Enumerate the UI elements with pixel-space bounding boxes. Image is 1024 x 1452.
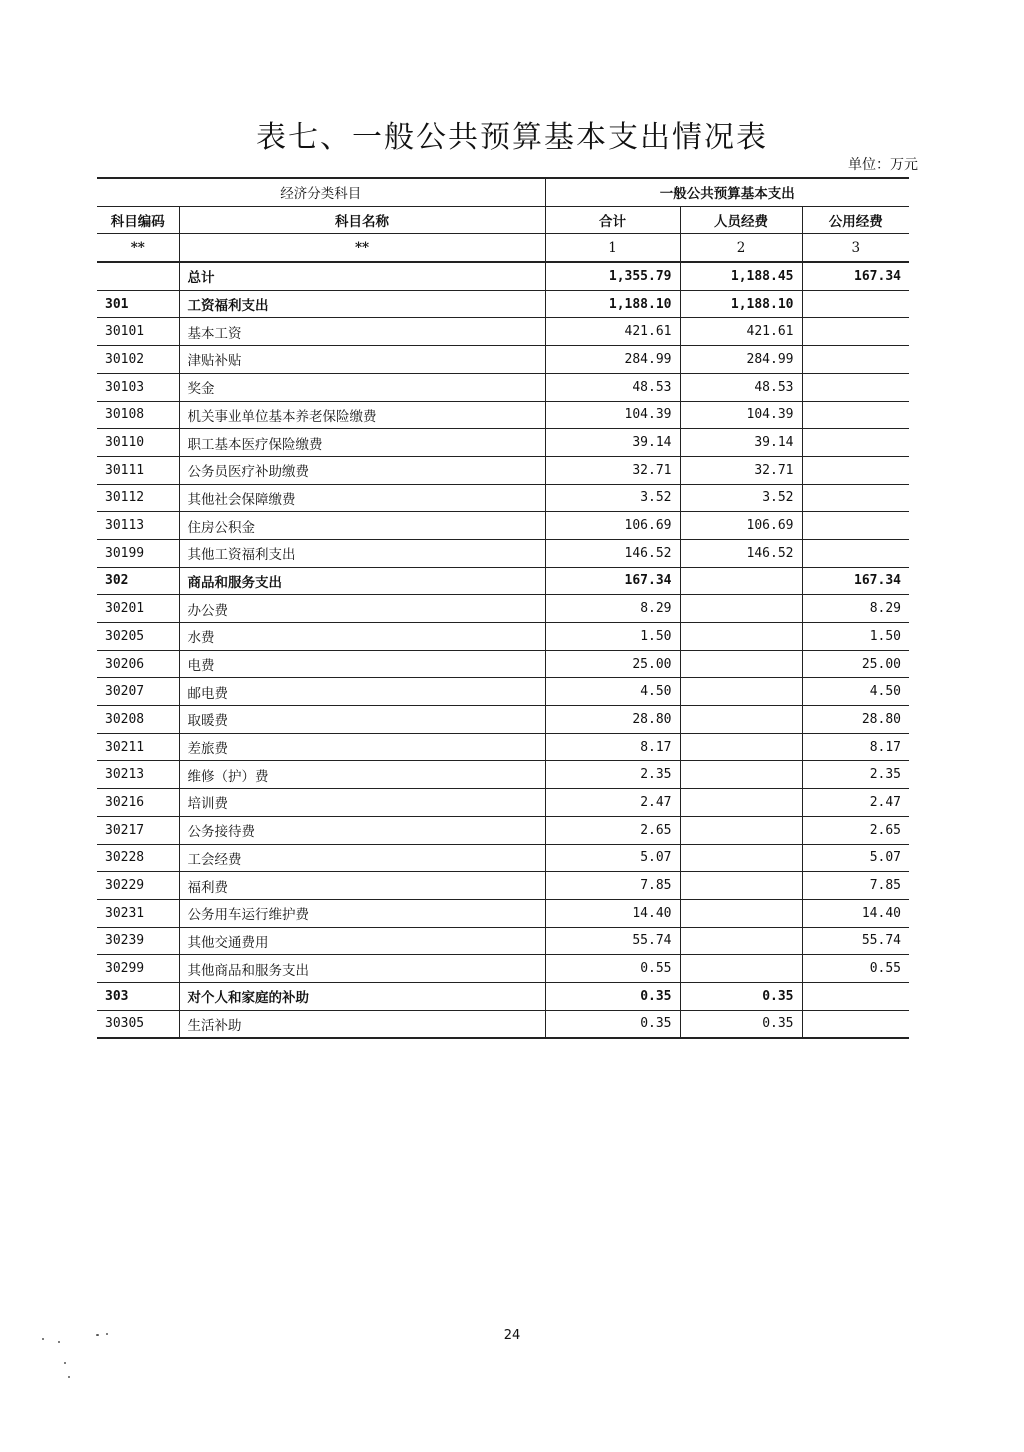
row-personnel [680, 623, 802, 651]
row-total: 48.53 [545, 373, 680, 401]
row-public: 167.34 [802, 567, 909, 595]
row-total: 14.40 [545, 899, 680, 927]
row-personnel: 146.52 [680, 539, 802, 567]
row-public [802, 318, 909, 346]
table-row [97, 1010, 909, 1038]
row-public: 7.85 [802, 872, 909, 900]
row-code: 30199 [97, 539, 179, 567]
row-total: 1,355.79 [545, 262, 680, 290]
table-row [97, 429, 909, 457]
row-code: 303 [97, 982, 179, 1010]
row-code: 30108 [97, 401, 179, 429]
budget-table [97, 177, 909, 1039]
row-name: 电费 [179, 650, 545, 678]
row-personnel: 0.35 [680, 982, 802, 1010]
row-personnel: 32.71 [680, 456, 802, 484]
row-code: 30102 [97, 346, 179, 374]
row-personnel [680, 816, 802, 844]
row-public [802, 429, 909, 457]
row-public: 28.80 [802, 706, 909, 734]
table-row [97, 789, 909, 817]
row-total: 167.34 [545, 567, 680, 595]
row-total: 5.07 [545, 844, 680, 872]
row-personnel [680, 733, 802, 761]
row-total: 28.80 [545, 706, 680, 734]
row-personnel [680, 955, 802, 983]
row-code: 30211 [97, 733, 179, 761]
row-name: 水费 [179, 623, 545, 651]
table-row [97, 484, 909, 512]
row-total: 4.50 [545, 678, 680, 706]
page-number: 24 [503, 1328, 521, 1343]
row-personnel: 421.61 [680, 318, 802, 346]
row-personnel [680, 872, 802, 900]
row-public [802, 512, 909, 540]
row-name: 工会经费 [179, 844, 545, 872]
row-total: 55.74 [545, 927, 680, 955]
row-name: 基本工资 [179, 318, 545, 346]
row-personnel: 104.39 [680, 401, 802, 429]
scan-speck [68, 1376, 70, 1378]
index-code: ** [97, 234, 179, 262]
row-personnel [680, 678, 802, 706]
table-row [97, 290, 909, 318]
row-personnel: 0.35 [680, 1010, 802, 1038]
row-code: 30101 [97, 318, 179, 346]
row-code: 30217 [97, 816, 179, 844]
scan-speck [96, 1334, 99, 1336]
page-title: 表七、一般公共预算基本支出情况表 [256, 120, 768, 155]
row-name: 公务员医疗补助缴费 [179, 456, 545, 484]
row-total: 1.50 [545, 623, 680, 651]
table-row [97, 733, 909, 761]
row-name: 总计 [179, 262, 545, 290]
row-code: 30231 [97, 899, 179, 927]
row-name: 其他商品和服务支出 [179, 955, 545, 983]
row-name: 其他交通费用 [179, 927, 545, 955]
row-public [802, 290, 909, 318]
row-public: 2.65 [802, 816, 909, 844]
table-row [97, 927, 909, 955]
row-code: 30299 [97, 955, 179, 983]
row-name: 公务用车运行维护费 [179, 899, 545, 927]
row-code: 30213 [97, 761, 179, 789]
row-code: 30110 [97, 429, 179, 457]
header-group-right: 一般公共预算基本支出 [545, 178, 909, 206]
row-public: 4.50 [802, 678, 909, 706]
table-row [97, 678, 909, 706]
row-code: 30113 [97, 512, 179, 540]
row-name: 差旅费 [179, 733, 545, 761]
table-row [97, 706, 909, 734]
table-row [97, 899, 909, 927]
row-name: 取暖费 [179, 706, 545, 734]
row-total: 2.47 [545, 789, 680, 817]
row-name: 对个人和家庭的补助 [179, 982, 545, 1010]
row-name: 商品和服务支出 [179, 567, 545, 595]
row-personnel [680, 844, 802, 872]
row-personnel [680, 761, 802, 789]
table-row [97, 262, 909, 290]
row-public: 8.17 [802, 733, 909, 761]
row-personnel [680, 595, 802, 623]
row-personnel [680, 789, 802, 817]
table-row [97, 595, 909, 623]
header-public: 公用经费 [802, 206, 909, 234]
row-public [802, 1010, 909, 1038]
index-personnel: 2 [680, 234, 802, 262]
row-code: 30305 [97, 1010, 179, 1038]
row-personnel [680, 567, 802, 595]
row-public: 1.50 [802, 623, 909, 651]
table-row [97, 982, 909, 1010]
row-code: 30207 [97, 678, 179, 706]
row-name: 机关事业单位基本养老保险缴费 [179, 401, 545, 429]
row-public: 0.55 [802, 955, 909, 983]
row-public [802, 539, 909, 567]
row-personnel: 48.53 [680, 373, 802, 401]
header-column-row [97, 206, 909, 234]
unit-label: 单位：万元 [848, 157, 918, 173]
row-total: 284.99 [545, 346, 680, 374]
row-total: 0.55 [545, 955, 680, 983]
row-name: 住房公积金 [179, 512, 545, 540]
row-code: 30205 [97, 623, 179, 651]
table-row [97, 318, 909, 346]
table-row [97, 346, 909, 374]
row-personnel: 1,188.45 [680, 262, 802, 290]
row-public: 167.34 [802, 262, 909, 290]
row-code: 30229 [97, 872, 179, 900]
row-public [802, 346, 909, 374]
row-name: 维修（护）费 [179, 761, 545, 789]
row-public [802, 456, 909, 484]
row-total: 421.61 [545, 318, 680, 346]
row-code: 301 [97, 290, 179, 318]
scan-speck [42, 1338, 44, 1340]
header-code: 科目编码 [97, 206, 179, 234]
row-public [802, 401, 909, 429]
row-code: 30239 [97, 927, 179, 955]
index-total: 1 [545, 234, 680, 262]
row-name: 津贴补贴 [179, 346, 545, 374]
row-total: 39.14 [545, 429, 680, 457]
row-total: 3.52 [545, 484, 680, 512]
row-public [802, 484, 909, 512]
row-name: 公务接待费 [179, 816, 545, 844]
row-public: 2.47 [802, 789, 909, 817]
row-public [802, 373, 909, 401]
row-name: 奖金 [179, 373, 545, 401]
row-total: 2.35 [545, 761, 680, 789]
table-row [97, 623, 909, 651]
row-name: 其他社会保障缴费 [179, 484, 545, 512]
row-personnel: 3.52 [680, 484, 802, 512]
row-total: 0.35 [545, 1010, 680, 1038]
row-total: 106.69 [545, 512, 680, 540]
row-personnel [680, 706, 802, 734]
row-code: 30112 [97, 484, 179, 512]
table-row [97, 401, 909, 429]
row-public: 25.00 [802, 650, 909, 678]
row-name: 办公费 [179, 595, 545, 623]
row-public: 8.29 [802, 595, 909, 623]
table-row [97, 512, 909, 540]
row-public: 55.74 [802, 927, 909, 955]
table-row [97, 650, 909, 678]
header-personnel: 人员经费 [680, 206, 802, 234]
row-code: 30216 [97, 789, 179, 817]
row-name: 其他工资福利支出 [179, 539, 545, 567]
row-name: 培训费 [179, 789, 545, 817]
row-code: 30206 [97, 650, 179, 678]
row-code: 30111 [97, 456, 179, 484]
index-name: ** [179, 234, 545, 262]
header-total: 合计 [545, 206, 680, 234]
scan-speck [106, 1333, 108, 1335]
row-code: 30103 [97, 373, 179, 401]
row-name: 福利费 [179, 872, 545, 900]
table-row [97, 761, 909, 789]
scan-speck [58, 1341, 60, 1343]
row-personnel [680, 927, 802, 955]
row-public: 5.07 [802, 844, 909, 872]
row-code: 30208 [97, 706, 179, 734]
index-public: 3 [802, 234, 909, 262]
row-personnel: 1,188.10 [680, 290, 802, 318]
row-total: 8.17 [545, 733, 680, 761]
row-personnel: 39.14 [680, 429, 802, 457]
row-public [802, 982, 909, 1010]
row-code [97, 262, 179, 290]
row-total: 1,188.10 [545, 290, 680, 318]
row-total: 2.65 [545, 816, 680, 844]
row-total: 0.35 [545, 982, 680, 1010]
table-row [97, 872, 909, 900]
table-row [97, 567, 909, 595]
row-total: 32.71 [545, 456, 680, 484]
table-row [97, 539, 909, 567]
scan-speck [64, 1362, 66, 1364]
header-name: 科目名称 [179, 206, 545, 234]
row-code: 302 [97, 567, 179, 595]
row-personnel [680, 899, 802, 927]
row-name: 邮电费 [179, 678, 545, 706]
row-name: 工资福利支出 [179, 290, 545, 318]
table-row [97, 456, 909, 484]
header-group-left: 经济分类科目 [97, 178, 545, 206]
table-row [97, 955, 909, 983]
header-group-row [97, 178, 909, 206]
row-total: 25.00 [545, 650, 680, 678]
row-personnel [680, 650, 802, 678]
row-public: 2.35 [802, 761, 909, 789]
row-public: 14.40 [802, 899, 909, 927]
row-personnel: 106.69 [680, 512, 802, 540]
table-row [97, 373, 909, 401]
row-total: 7.85 [545, 872, 680, 900]
row-code: 30228 [97, 844, 179, 872]
row-personnel: 284.99 [680, 346, 802, 374]
header-index-row [97, 234, 909, 262]
row-total: 8.29 [545, 595, 680, 623]
table-row [97, 816, 909, 844]
row-total: 104.39 [545, 401, 680, 429]
row-name: 职工基本医疗保险缴费 [179, 429, 545, 457]
row-name: 生活补助 [179, 1010, 545, 1038]
table-row [97, 844, 909, 872]
row-code: 30201 [97, 595, 179, 623]
row-total: 146.52 [545, 539, 680, 567]
